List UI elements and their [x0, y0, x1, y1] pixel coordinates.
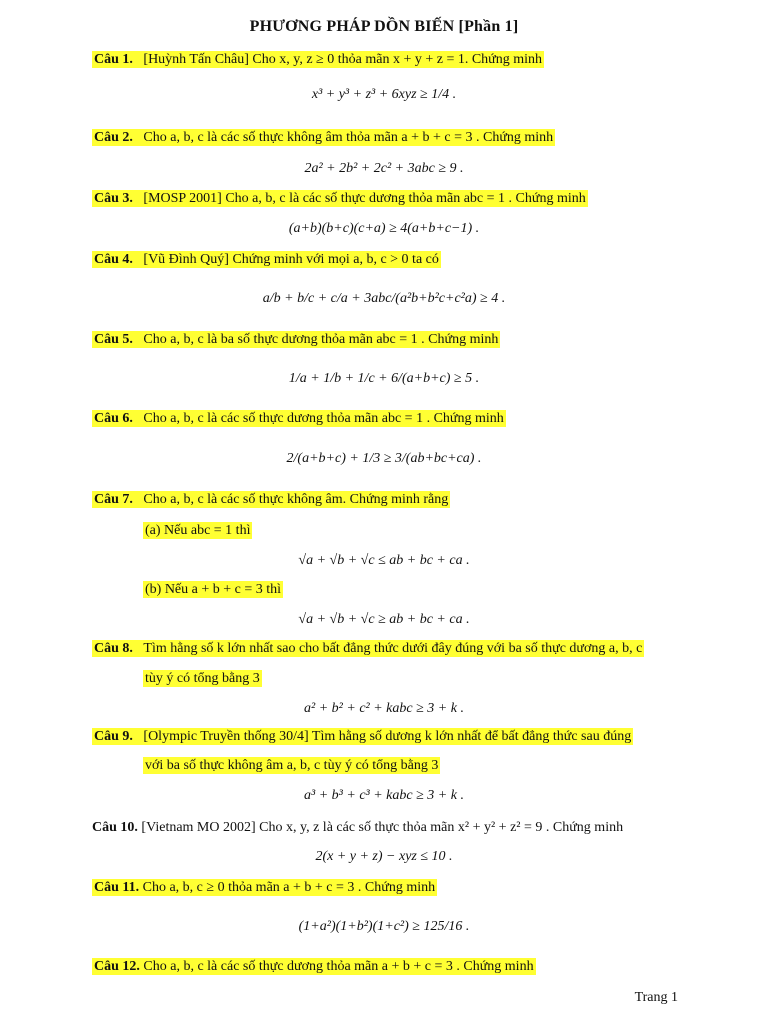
question-label: Câu 9. [94, 729, 133, 744]
question-text: Cho a, b, c là các số thực dương thỏa mãn abc = 1 . Chứng minh [143, 411, 504, 426]
question-text: Tìm hằng số k lớn nhất sao cho bất đẳng thức dưới đây đúng với ba số thực dương a, b, c [143, 641, 643, 656]
question-11 [92, 878, 437, 898]
question-10 [92, 818, 623, 838]
question-1 [92, 50, 544, 70]
question-label: Câu 8. [94, 641, 133, 656]
question-text: [MOSP 2001] Cho a, b, c là các số thực dương thỏa mãn abc = 1 . Chứng minh [143, 191, 586, 206]
formula-10: 2(x + y + z) − xyz ≤ 10 . [315, 849, 453, 864]
question-text: Cho a, b, c là các số thực dương thỏa mãn a + b + c = 3 . Chứng minh [143, 959, 534, 974]
question-label: Câu 5. [94, 332, 133, 347]
question-4 [92, 250, 441, 270]
formula-9: a³ + b³ + c³ + kabc ≥ 3 + k . [304, 788, 464, 803]
formula-7b: √a + √b + √c ≥ ab + bc + ca . [298, 612, 470, 627]
formula-4: a/b + b/c + c/a + 3abc/(a²b+b²c+c²a) ≥ 4 . [262, 291, 506, 306]
formula-6: 2/(a+b+c) + 1/3 ≥ 3/(ab+bc+ca) . [286, 451, 482, 466]
question-9-cont: với ba số thực không âm a, b, c tùy ý có tổng bằng 3 [145, 758, 439, 773]
question-9 [92, 727, 633, 747]
question-text: [Vietnam MO 2002] Cho x, y, z là các số thực thỏa mãn x² + y² + z² = 9 . Chứng minh [141, 820, 624, 835]
question-8 [92, 639, 644, 659]
question-8-cont: tùy ý có tổng bằng 3 [145, 671, 260, 686]
question-12 [92, 957, 536, 977]
question-label: Câu 12. [94, 959, 140, 974]
formula-3: (a+b)(b+c)(c+a) ≥ 4(a+b+c−1) . [288, 221, 480, 236]
question-label: Câu 2. [94, 130, 133, 145]
question-5 [92, 330, 500, 350]
question-text: Cho a, b, c ≥ 0 thỏa mãn a + b + c = 3 . Chứng minh [142, 880, 436, 895]
question-label: Câu 4. [94, 252, 133, 267]
question-label: Câu 10. [92, 820, 138, 835]
question-text: [Huỳnh Tấn Châu] Cho x, y, z ≥ 0 thỏa mãn x + y + z = 1. Chứng minh [143, 52, 543, 67]
question-7b: (b) Nếu a + b + c = 3 thì [145, 582, 282, 597]
question-text: [Vũ Đình Quý] Chứng minh với mọi a, b, c > 0 ta có [143, 252, 439, 267]
question-label: Câu 11. [94, 880, 140, 895]
formula-8: a² + b² + c² + kabc ≥ 3 + k . [304, 701, 464, 716]
page-title: PHƯƠNG PHÁP DỒN BIẾN [Phần 1] [249, 18, 519, 35]
question-text: Cho a, b, c là các số thực không âm. Chứng minh rằng [143, 492, 449, 507]
question-3 [92, 189, 588, 209]
question-7 [92, 490, 450, 510]
formula-7a: √a + √b + √c ≤ ab + bc + ca . [298, 553, 470, 568]
formula-1: x³ + y³ + z³ + 6xyz ≥ 1/4 . [311, 87, 457, 102]
formula-2: 2a² + 2b² + 2c² + 3abc ≥ 9 . [304, 161, 464, 176]
page-number: Trang 1 [634, 990, 678, 1005]
question-2 [92, 128, 555, 148]
question-text: [Olympic Truyền thống 30/4] Tìm hằng số dương k lớn nhất để bất đẳng thức sau đúng [143, 729, 632, 744]
question-label: Câu 1. [94, 52, 133, 67]
question-text: Cho a, b, c là các số thực không âm thỏa mãn a + b + c = 3 . Chứng minh [143, 130, 554, 145]
question-label: Câu 6. [94, 411, 133, 426]
question-label: Câu 7. [94, 492, 133, 507]
formula-5: 1/a + 1/b + 1/c + 6/(a+b+c) ≥ 5 . [288, 371, 480, 386]
question-7a: (a) Nếu abc = 1 thì [145, 523, 251, 538]
question-label: Câu 3. [94, 191, 133, 206]
question-text: Cho a, b, c là ba số thực dương thỏa mãn abc = 1 . Chứng minh [143, 332, 499, 347]
formula-11: (1+a²)(1+b²)(1+c²) ≥ 125/16 . [298, 919, 470, 934]
question-6 [92, 409, 506, 429]
